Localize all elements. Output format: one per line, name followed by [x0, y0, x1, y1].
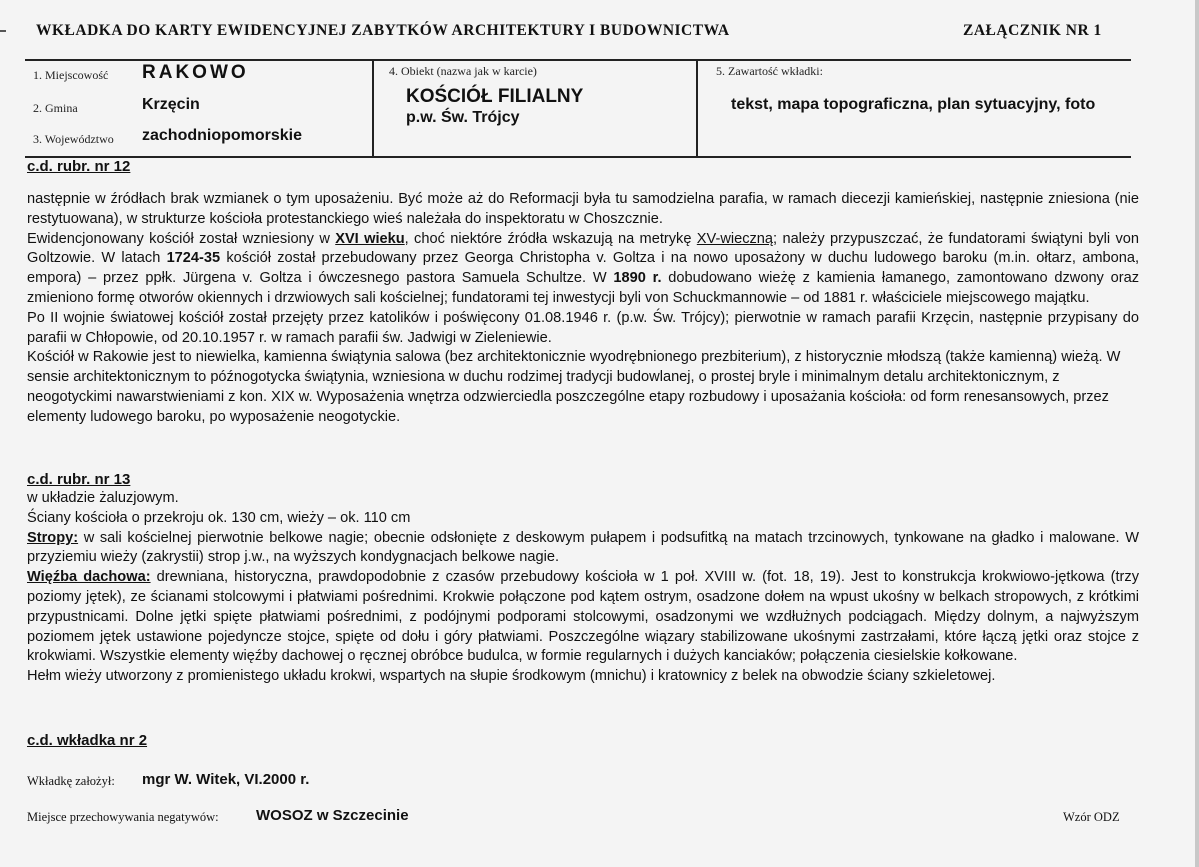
footer-author-label: Wkładkę założył: — [27, 774, 115, 788]
paragraph: następnie w źródłach brak wzmianek o tym uposażeniu. Być może aż do Reformacji była tu samodzielna parafia, w ramach diecezji kamieńskiej, następnie zniesiona (nie restytuowana), w strukturze kościoła protestanckiego wieś należała do inspektoratu w Choszcznie. — [27, 191, 1139, 227]
text-run-emphasis: XVI wieku — [335, 230, 405, 247]
paragraph — [27, 568, 1139, 667]
footer-template: Wzór ODZ — [1063, 810, 1120, 824]
section-12-body — [27, 190, 1139, 428]
text-run-bold: 1724-35 — [166, 250, 221, 267]
text-run: dobudowano wieżę z kamienia łamanego, zamontowano dzwony oraz zmieniono formę otworów okiennych i drzwiowych sali kościelnej; fundatorami tej inwestycji byli von Schuckmannowie – od 1881 r. właściciele miejscowego majątku. — [27, 270, 1139, 306]
text-run-bold: 1890 r. — [613, 270, 662, 287]
annex-number: ZAŁĄCZNIK NR 1 — [963, 22, 1102, 39]
field-value-gmina: Krzęcin — [142, 96, 200, 113]
table-bottom-rule — [25, 156, 1131, 158]
field-label-obiekt: 4. Obiekt (nazwa jak w karcie) — [389, 64, 537, 78]
text-run: , choć niektóre źródła wskazują na metrykę — [404, 230, 697, 247]
table-divider-2 — [696, 59, 698, 157]
section-13-body — [27, 489, 1139, 687]
text-run-label: Stropy: — [27, 529, 79, 546]
continued-note: c.d. wkładka nr 2 — [27, 732, 148, 749]
page-edge — [1195, 0, 1199, 867]
text-run: drewniana, historyczna, prawdopodobnie z czasów przebudowy kościoła w 1 poł. XVIII w. (fot. 18, 19). Jest to konstrukcja krokwiowo-jętkowa (trzy poziomy jętek), ze ścianami stolcowymi i płatwiami pośrednimi. Krokwie połączone pod kątem ostrym, osadzone dołem na wpust ukośny w belkach stropowych, z krótkimi przypustnicami. Dolne jętki spięte płatwiami pośrednimi, z podójnymi podporami stolcowymi, osadzonymi we wzdłużnych podciągach. Między dolnym, a najwyższym poziomem jętek ustawione pojedyncze stojce, spięte od dołu i góry płatwiami. Poszczególne wiązary stabilizowane ukośnymi zastrzałami, które łączą jętki oraz stojce z krokwiami. Wszystkie elementy więźby dachowej o ręcznej obróbce budulca, w formie regularnych i dużych kanciaków; połączenia ciesielskie kołkowane. — [27, 569, 1139, 665]
field-value-obiekt-dedication: p.w. Św. Trójcy — [406, 109, 520, 126]
field-value-miejscowosc: RAKOWO — [142, 62, 249, 83]
text-run: Ewidencjonowany kościół został wzniesiony w — [27, 230, 336, 247]
form-title: WKŁADKA DO KARTY EWIDENCYJNEJ ZABYTKÓW ARCHITEKTURY I BUDOWNICTWA — [36, 22, 730, 39]
paragraph: Po II wojnie światowej kościół został przejęty przez katolików i poświęcony 01.08.1946 r. (p.w. Św. Trójcy); pierwotnie w ramach parafii Krzęcin, następnie przypisany do parafii w Chłopowie, od 20.10.1957 r. w ramach parafii św. Jadwigi w Zieleniewie. — [27, 309, 1139, 346]
section-heading-13: c.d. rubr. nr 13 — [27, 471, 131, 488]
field-label-miejscowosc: 1. Miejscowość — [33, 68, 109, 82]
field-value-zawartosc: tekst, mapa topograficzna, plan sytuacyjny, foto — [731, 96, 1096, 113]
paragraph — [27, 529, 1139, 569]
field-value-obiekt: KOŚCIÓŁ FILIALNY — [406, 86, 584, 107]
field-label-zawartosc: 5. Zawartość wkładki: — [716, 64, 823, 78]
paragraph: Hełm wieży utworzony z promienistego układu krokwi, wspartych na słupie środkowym (mnichu) i kratownicy z belek na obwodzie ściany szkieletowej. — [27, 668, 996, 685]
text-run: kościół został przebudowany przez Georga Christopha v. Goltza i na nowo uposażony w duchu ludowego baroku (m.in. ołtarz, ambona, empora) – przez ppłk. Jürgena v. Goltza i ówczesnego pastora Samuela Schultze. W — [27, 250, 1140, 287]
field-label-gmina: 2. Gmina — [33, 101, 78, 115]
paragraph: Kościół w Rakowie jest to niewielka, kamienna świątynia salowa (bez architektonicznie wyodrębnionego prezbiterium), z historycznie młodszą (także kamienną) wieżą. W sensie architektonicznym to późnogotycka świątynia, wzniesiona w duchu rodzimej tradycji budowlanej, o prostej bryle i minimalnym detalu architektonicznym, z neogotyckimi nawarstwieniami z kon. XIX w. Wyposażenia wnętrza odzwierciedla poszczególne etapy rozbudowy i uposażania kościoła: od form renesansowych, przez elementy ludowego baroku, po wyposażenie neogotyckie. — [27, 349, 1121, 425]
paragraph — [27, 230, 1139, 309]
paragraph: w układzie żaluzjowym. — [27, 490, 179, 506]
field-value-wojewodztwo: zachodniopomorskie — [142, 127, 303, 144]
section-heading-12: c.d. rubr. nr 12 — [27, 158, 131, 175]
page-tick-mark — [0, 30, 6, 32]
text-run-underline: XV-wieczną — [696, 230, 774, 247]
paragraph: Ściany kościoła o przekroju ok. 130 cm, wieży – ok. 110 cm — [27, 509, 411, 526]
field-label-wojewodztwo: 3. Województwo — [33, 132, 114, 146]
text-run-label: Więźba dachowa: — [27, 569, 151, 586]
footer-author: mgr W. Witek, VI.2000 r. — [142, 771, 310, 788]
footer-negatives-label: Miejsce przechowywania negatywów: — [27, 810, 219, 824]
text-run: ; należy przypuszczać, że fundatorami świątyni byli von Goltzowie. W latach — [27, 230, 1139, 267]
footer-negatives: WOSOZ w Szczecinie — [256, 807, 409, 824]
table-top-rule — [25, 59, 1131, 61]
table-divider-1 — [372, 59, 374, 157]
text-run: w sali kościelnej pierwotnie belkowe nagie; obecnie odsłonięte z deskowym pułapem i podsufitką na matach trzcinowych, tynkowane na gładko i malowane. W przyziemiu wieży (zakrystii) strop j.w., na wyższych kondygnacjach belkowe nagie. — [27, 529, 1139, 566]
